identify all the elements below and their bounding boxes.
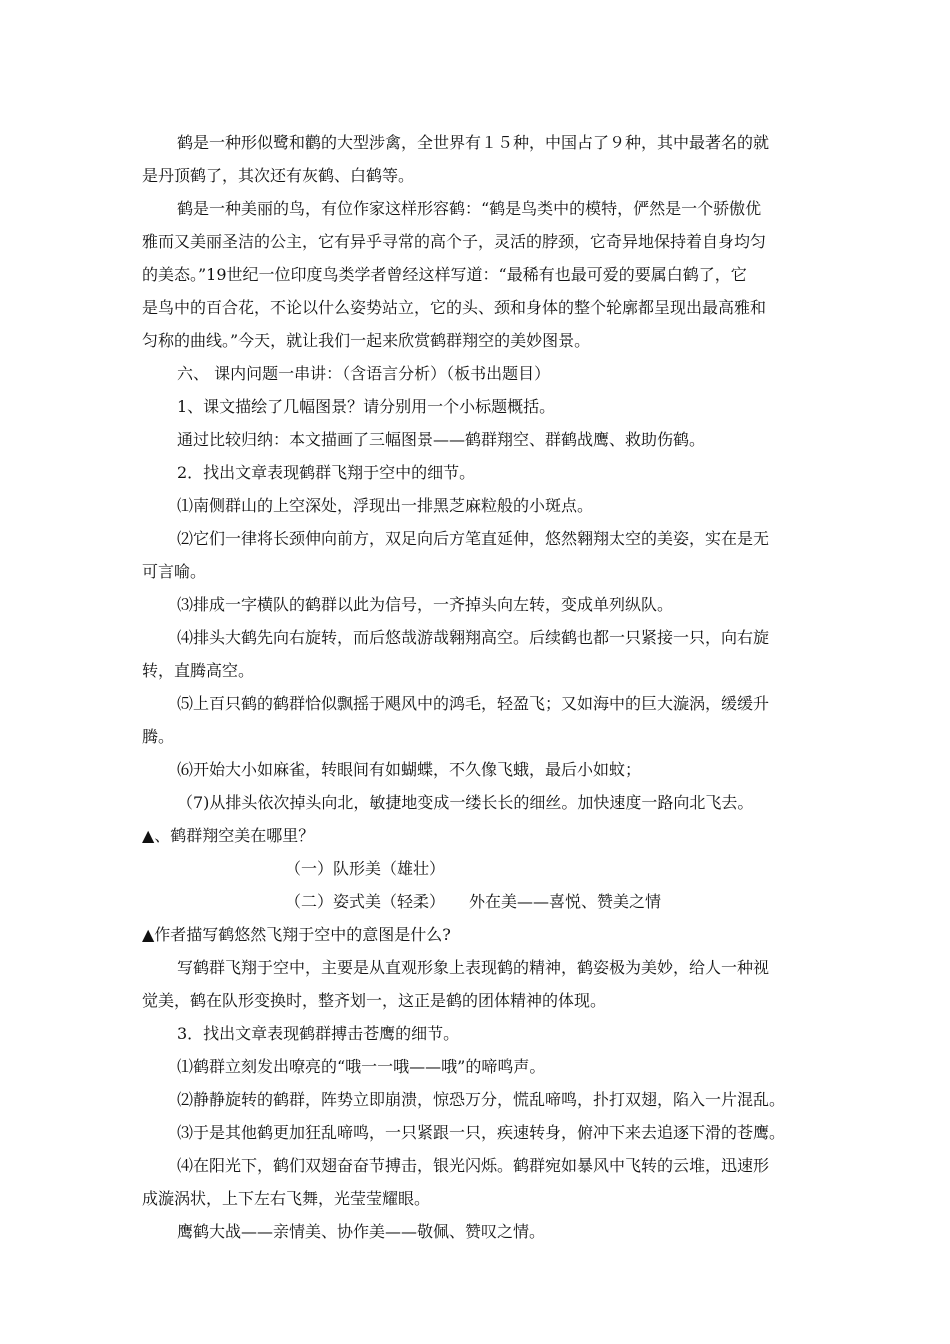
list-item: ⑶排成一字横队的鹤群以此为信号，一齐掉头向左转，变成单列纵队。 <box>177 595 674 614</box>
list-item: ⑸上百只鹤的鹤群恰似飘摇于飓风中的鸿毛，轻盈飞；又如海中的巨大漩涡，缓缓升 <box>177 694 770 713</box>
text-line: 的美态。”19世纪一位印度鸟类学者曾经这样写道：“最稀有也最可爱的要属白鹤了，它 <box>142 265 747 284</box>
list-item: ⑶于是其他鹤更加狂乱啼鸣，一只紧跟一只，疾速转身，俯冲下来去追逐下滑的苍鹰。 <box>177 1123 786 1142</box>
text-line: 鹰鹤大战——亲情美、协作美——敬佩、赞叹之情。 <box>177 1222 546 1241</box>
list-item: ⑴鹤群立刻发出嘹亮的“哦一一哦——哦”的啼鸣声。 <box>177 1057 546 1076</box>
list-item: ⑵静静旋转的鹤群，阵势立即崩溃，惊恐万分，慌乱啼鸣，扑打双翅，陷入一片混乱。 <box>177 1090 786 1109</box>
text-line: 通过比较归纳：本文描画了三幅图景——鹤群翔空、群鹤战鹰、救助伤鹤。 <box>177 430 706 449</box>
question-heading: 3．找出文章表现鹤群搏击苍鹰的细节。 <box>177 1024 460 1043</box>
text-line: 雅而又美丽圣洁的公主，它有异乎寻常的高个子，灵活的脖颈，它奇异地保持着自身均匀 <box>142 232 767 251</box>
text-line: 是丹顶鹤了，其次还有灰鹤、白鹤等。 <box>142 166 415 185</box>
text-line: 写鹤群飞翔于空中，主要是从直观形象上表现鹤的精神，鹤姿极为美妙，给人一种视 <box>177 958 770 977</box>
list-item-continuation: 腾。 <box>142 727 175 746</box>
list-item: ⑴南侧群山的上空深处，浮现出一排黑芝麻粒般的小斑点。 <box>177 496 594 515</box>
section-heading: 六、 课内问题一串讲：（含语言分析）（板书出题目） <box>177 364 551 383</box>
text-line: 是鸟中的百合花，不论以什么姿势站立，它的头、颈和身体的整个轮廓都呈现出最高雅和 <box>142 298 767 317</box>
question-heading: 2．找出文章表现鹤群飞翔于空中的细节。 <box>177 463 476 482</box>
list-item: （7)从排头依次掉头向北，敏捷地变成一缕长长的细丝。加快速度一路向北飞去。 <box>177 793 754 812</box>
list-item: ⑵它们一律将长颈伸向前方，双足向后方笔直延伸，悠然翱翔太空的美姿，实在是无 <box>177 529 770 548</box>
outline-item: （二）姿式美（轻柔） 外在美——喜悦、赞美之情 <box>285 892 662 911</box>
text-line: 鹤是一种形似鹭和鹳的大型涉禽，全世界有１５种，中国占了９种，其中最著名的就 <box>177 133 770 152</box>
text-line: 匀称的曲线。”今天，就让我们一起来欣赏鹤群翔空的美妙图景。 <box>142 331 591 350</box>
list-item: ⑷在阳光下，鹤们双翅奋奋节搏击，银光闪烁。鹤群宛如暴风中飞转的云堆，迅速形 <box>177 1156 770 1175</box>
list-item: ⑹开始大小如麻雀，转眼间有如蝴蝶，不久像飞蛾，最后小如蚊； <box>177 760 642 779</box>
list-item-continuation: 可言喻。 <box>142 562 207 581</box>
subheading: ▲作者描写鹤悠然飞翔于空中的意图是什么? <box>142 925 451 944</box>
text-line: 鹤是一种美丽的鸟，有位作家这样形容鹤：“鹤是鸟类中的模特，俨然是一个骄傲优 <box>177 199 762 218</box>
list-item-continuation: 转，直腾高空。 <box>142 661 255 680</box>
list-item-continuation: 成漩涡状，上下左右飞舞，光莹莹耀眼。 <box>142 1189 431 1208</box>
outline-item: （一）队形美（雄壮） <box>285 859 446 878</box>
list-item: ⑷排头大鹤先向右旋转，而后悠哉游哉翱翔高空。后续鹤也都一只紧接一只，向右旋 <box>177 628 770 647</box>
question-heading: 1、课文描绘了几幅图景？请分别用一个小标题概括。 <box>177 397 556 416</box>
subheading: ▲、鹤群翔空美在哪里？ <box>142 826 315 845</box>
text-line: 觉美，鹤在队形变换时，整齐划一，这正是鹤的团体精神的体现。 <box>142 991 607 1010</box>
